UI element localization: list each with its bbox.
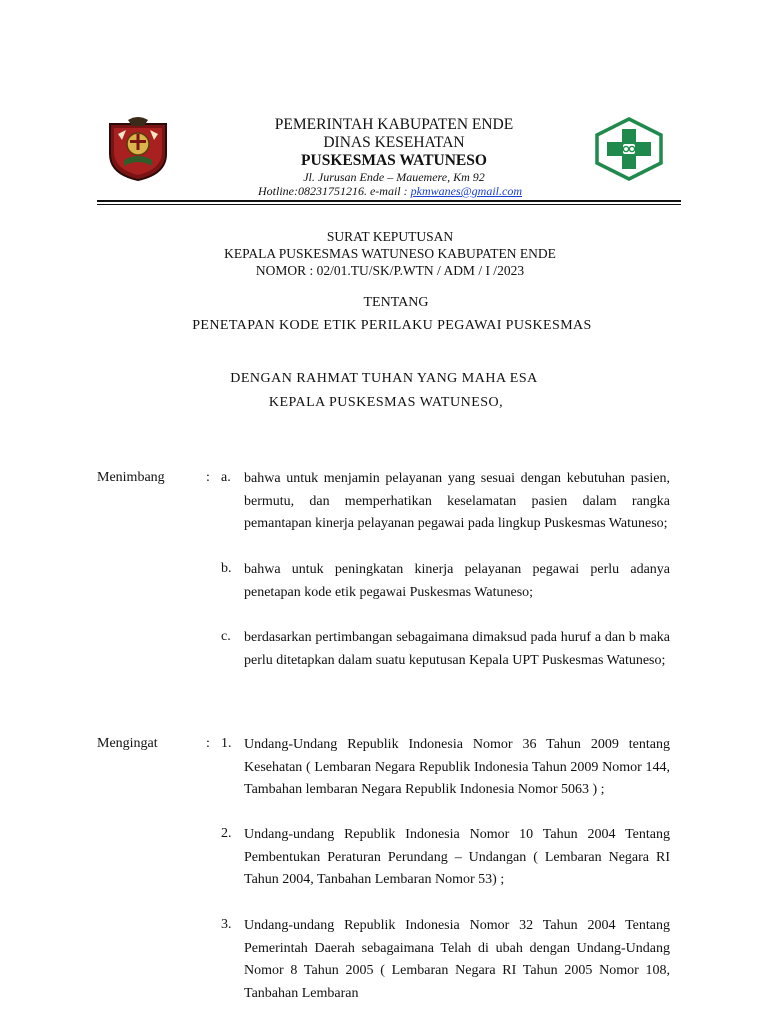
mengingat-marker-1: 1.: [221, 736, 232, 751]
menimbang-marker-a: a.: [221, 470, 231, 485]
mengingat-item-1: Undang-Undang Republik Indonesia Nomor 36 Tahun 2009 tentang Kesehatan ( Lembaran Negara Republik Indonesia Tahun 2009 Nomor 144, Tambahan lembaran Negara Republik Indonesia Nomor 5063 ) ;: [244, 737, 670, 797]
letterhead-rule-thin: [97, 204, 681, 205]
header-institution: PUSKESMAS WATUNESO: [301, 152, 487, 169]
header-contact: [6, 184, 768, 199]
decree-title: SURAT KEPUTUSAN: [326, 229, 454, 244]
mengingat-item-2: Undang-undang Republik Indonesia Nomor 10 Tahun 2004 Tentang Pembentukan Peraturan Perundang – Undangan ( Lembaran Negara RI Tahun 2004, Tanbahan Lembaran Nomor 53) ;: [244, 827, 670, 887]
menimbang-colon: :: [206, 470, 210, 485]
menimbang-item-c: berdasarkan pertimbangan sebagaimana dimaksud pada huruf a dan b maka perlu ditetapkan dalam suatu keputusan Kepala UPT Puskesmas Watuneso;: [244, 630, 670, 668]
decree-subject: PENETAPAN KODE ETIK PERILAKU PEGAWAI PUSKESMAS: [192, 318, 592, 333]
mengingat-marker-2: 2.: [221, 826, 232, 841]
header-hotline: Hotline:08231751216. e-mail :: [257, 184, 411, 198]
header-email-link[interactable]: pkmwanes@gmail.com: [410, 184, 522, 198]
menimbang-item-b: bahwa untuk peningkatan kinerja pelayanan pegawai perlu adanya penetapan kode etik pegawai Puskesmas Watuneso;: [244, 562, 670, 600]
menimbang-marker-c: c.: [221, 629, 231, 644]
decree-issuer: KEPALA PUSKESMAS WATUNESO KABUPATEN ENDE: [224, 246, 556, 261]
menimbang-item-a: bahwa untuk menjamin pelayanan yang sesuai dengan kebutuhan pasien, bermutu, dan memperhatikan keselamatan pasien dalam rangka pemantapan kinerja pelayanan pegawai pada lingkup Puskesmas Watuneso;: [244, 471, 670, 531]
decree-opening-1: DENGAN RAHMAT TUHAN YANG MAHA ESA: [230, 371, 538, 386]
decree-number: NOMOR : 02/01.TU/SK/P.WTN / ADM / I /2023: [255, 263, 525, 278]
header-address: Jl. Jurusan Ende – Mauemere, Km 92: [303, 170, 485, 184]
letterhead-rule-thick: [97, 200, 681, 202]
mengingat-marker-3: 3.: [221, 917, 232, 932]
mengingat-colon: :: [206, 736, 210, 751]
menimbang-marker-b: b.: [221, 561, 232, 576]
header-department: DINAS KESEHATAN: [323, 134, 465, 151]
mengingat-item-3: Undang-undang Republik Indonesia Nomor 32 Tahun 2004 Tentang Pemerintah Daerah sebagaimana Telah di ubah dengan Undang-Undang Nomor 8 Tahun 2005 ( Lembaran Negara RI Tahun 2005 Nomor 108, Tanbahan Lembaran: [244, 918, 670, 1001]
header-government: PEMERINTAH KABUPATEN ENDE: [274, 116, 514, 133]
decree-opening-2: KEPALA PUSKESMAS WATUNESO,: [268, 395, 504, 410]
mengingat-label: Mengingat: [97, 736, 158, 751]
decree-tentang: TENTANG: [363, 295, 429, 310]
menimbang-label: Menimbang: [97, 470, 165, 485]
